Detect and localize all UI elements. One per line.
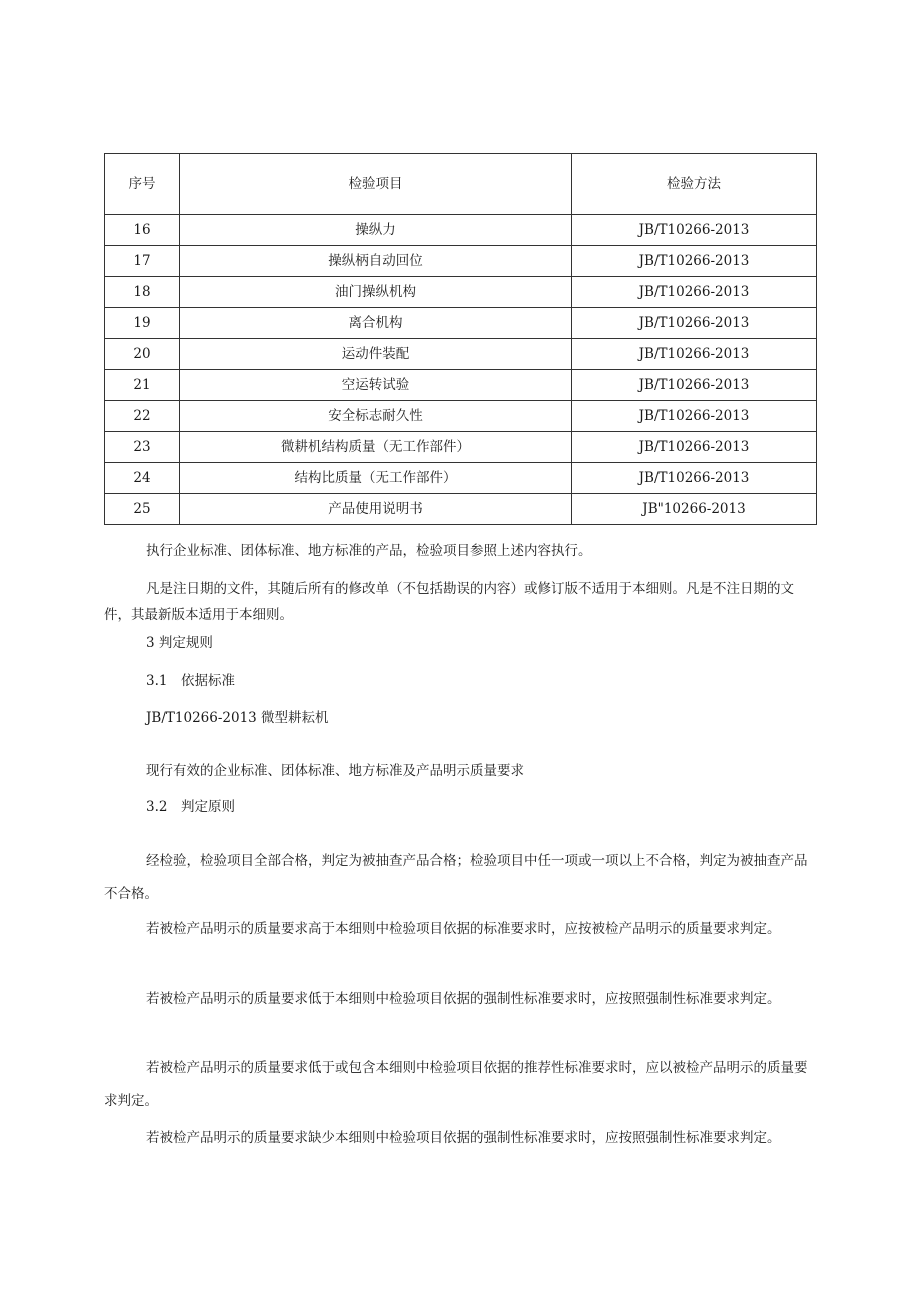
row-method: JB/T10266-2013: [572, 215, 817, 246]
row-item: 安全标志耐久性: [180, 401, 572, 432]
table-row: [105, 401, 817, 432]
table-row: [105, 370, 817, 401]
row-number: 23: [105, 432, 180, 463]
row-method: JB/T10266-2013: [572, 463, 817, 494]
inspection-table: [104, 153, 817, 525]
row-number: 17: [105, 246, 180, 277]
row-number: 20: [105, 339, 180, 370]
row-method: JB/T10266-2013: [572, 370, 817, 401]
header-method: 检验方法: [572, 154, 817, 215]
table-header-row: [105, 154, 817, 215]
note-dated-references: 凡是注日期的文件，其随后所有的修改单（不包括勘误的内容）或修订版不适用于本细则。凡是不注日期的文件，其最新版本适用于本细则。: [104, 581, 794, 623]
table-row: [105, 432, 817, 463]
row-item: 离合机构: [180, 308, 572, 339]
principle-paragraph-1: 经检验，检验项目全部合格，判定为被抽查产品合格；检验项目中任一项或一项以上不合格，判定为被抽查产品不合格。: [104, 853, 808, 902]
table-row: [105, 215, 817, 246]
row-number: 18: [105, 277, 180, 308]
row-number: 25: [105, 494, 180, 525]
row-method: JB"10266-2013: [572, 494, 817, 525]
row-item: 结构比质量（无工作部件）: [180, 463, 572, 494]
section-3-title: 3 判定规则: [146, 635, 213, 651]
table-row: [105, 246, 817, 277]
principle-paragraph-4: 若被检产品明示的质量要求低于或包含本细则中检验项目依据的推荐性标准要求时，应以被检产品明示的质量要求判定。: [104, 1060, 808, 1109]
table-row: [105, 277, 817, 308]
reference-standard: JB/T10266-2013 微型耕耘机: [146, 710, 329, 726]
row-item: 微耕机结构质量（无工作部件）: [180, 432, 572, 463]
table-row: [105, 339, 817, 370]
row-method: JB/T10266-2013: [572, 277, 817, 308]
row-method: JB/T10266-2013: [572, 432, 817, 463]
principle-paragraph-5: 若被检产品明示的质量要求缺少本细则中检验项目依据的强制性标准要求时，应按照强制性标准要求判定。: [146, 1130, 781, 1146]
row-method: JB/T10266-2013: [572, 401, 817, 432]
row-number: 24: [105, 463, 180, 494]
section-3-1-title: 3.1 依据标准: [146, 673, 235, 689]
principle-paragraph-3: 若被检产品明示的质量要求低于本细则中检验项目依据的强制性标准要求时，应按照强制性标准要求判定。: [146, 991, 781, 1007]
row-item: 空运转试验: [180, 370, 572, 401]
row-number: 22: [105, 401, 180, 432]
row-number: 19: [105, 308, 180, 339]
row-item: 操纵柄自动回位: [180, 246, 572, 277]
row-method: JB/T10266-2013: [572, 308, 817, 339]
header-number: 序号: [105, 154, 180, 215]
row-item: 操纵力: [180, 215, 572, 246]
row-number: 16: [105, 215, 180, 246]
row-method: JB/T10266-2013: [572, 246, 817, 277]
note-execution: 执行企业标准、团体标准、地方标准的产品，检验项目参照上述内容执行。: [146, 543, 592, 559]
row-number: 21: [105, 370, 180, 401]
header-item: 检验项目: [180, 154, 572, 215]
table-row: [105, 494, 817, 525]
quality-requirements: 现行有效的企业标准、团体标准、地方标准及产品明示质量要求: [146, 763, 524, 779]
principle-paragraph-2: 若被检产品明示的质量要求高于本细则中检验项目依据的标准要求时，应按被检产品明示的质量要求判定。: [146, 921, 781, 937]
row-item: 运动件装配: [180, 339, 572, 370]
row-method: JB/T10266-2013: [572, 339, 817, 370]
row-item: 油门操纵机构: [180, 277, 572, 308]
row-item: 产品使用说明书: [180, 494, 572, 525]
table-row: [105, 308, 817, 339]
table-row: [105, 463, 817, 494]
section-3-2-title: 3.2 判定原则: [146, 799, 235, 815]
